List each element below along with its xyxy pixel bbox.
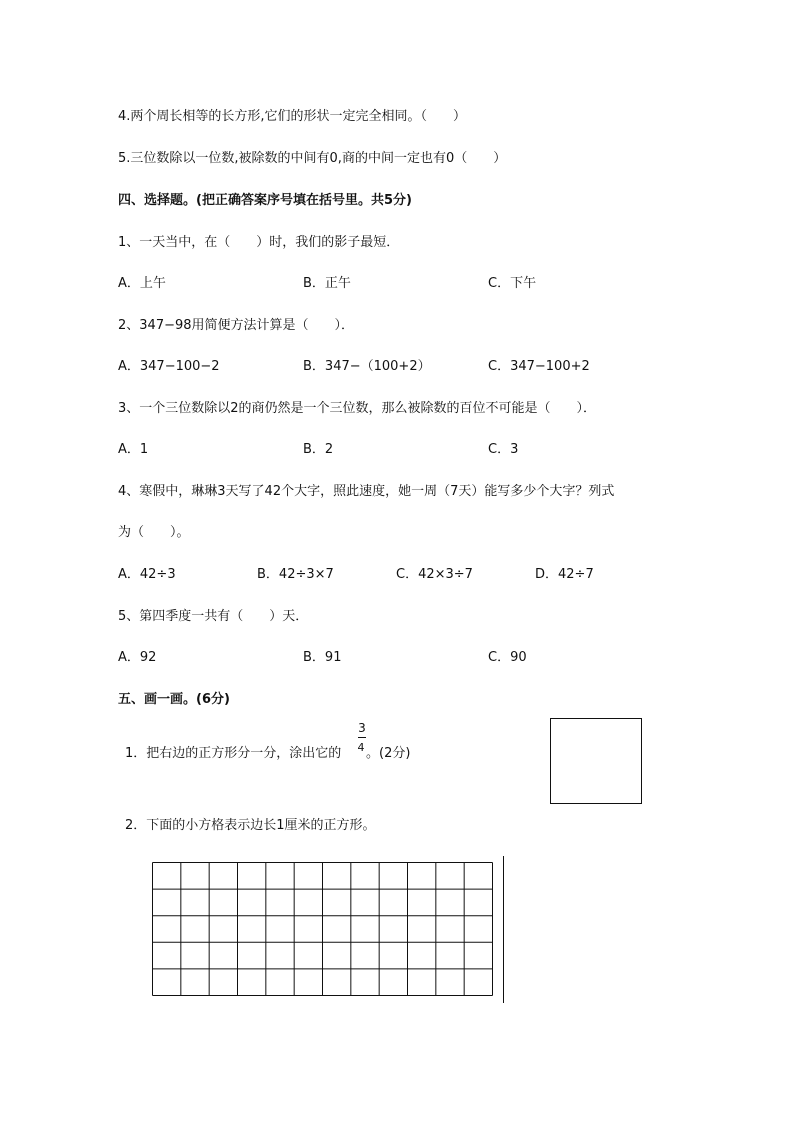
choice-question-4-cont: 为（ ）。 <box>118 525 190 540</box>
fraction-numerator: 3 <box>358 721 366 735</box>
q4-option-a: A．42÷3 <box>118 567 176 582</box>
q5-option-b: B．91 <box>303 650 342 665</box>
q4-option-d: D．42÷7 <box>535 567 594 582</box>
q2-option-c: C．347−100+2 <box>488 359 590 374</box>
draw-question-1-suffix: 。(2分) <box>366 746 411 761</box>
q2-option-a: A．347−100−2 <box>118 359 220 374</box>
q2-option-b: B．347−（100+2） <box>303 359 431 374</box>
choice-question-4: 4、寒假中，琳琳3天写了42个大字，照此速度，她一周（7天）能写多少个大字？列式 <box>118 484 615 499</box>
q1-option-c: C．下午 <box>488 276 537 291</box>
choice-question-5: 5、第四季度一共有（ ）天． <box>118 609 309 624</box>
fraction-bar <box>358 737 366 738</box>
judge-question-5: 5.三位数除以一位数,被除数的中间有0,商的中间一定也有0（ ） <box>118 151 507 166</box>
choice-question-2: 2、347−98用简便方法计算是（ ）． <box>118 318 355 333</box>
draw-question-1-prefix: 1．把右边的正方形分一分，涂出它的 <box>125 746 342 761</box>
q3-option-b: B．2 <box>303 442 334 457</box>
q3-option-c: C．3 <box>488 442 519 457</box>
q1-option-a: A．上午 <box>118 276 166 291</box>
q4-option-b: B．42÷3×7 <box>257 567 334 582</box>
choice-question-3: 3、一个三位数除以2的商仍然是一个三位数，那么被除数的百位不可能是（ ）． <box>118 401 597 416</box>
q5-option-c: C．90 <box>488 650 527 665</box>
choice-question-1: 1、一天当中，在（ ）时，我们的影子最短． <box>118 235 400 250</box>
square-to-divide[interactable] <box>550 718 642 804</box>
section-5-heading: 五、画一画。(6分) <box>118 692 230 707</box>
centimeter-grid[interactable] <box>152 862 494 998</box>
q1-option-b: B．正午 <box>303 276 351 291</box>
judge-question-4: 4.两个周长相等的长方形,它们的形状一定完全相同。（ ） <box>118 109 467 124</box>
q5-option-a: A．92 <box>118 650 157 665</box>
section-4-heading: 四、选择题。(把正确答案序号填在括号里。共5分) <box>118 193 412 208</box>
draw-question-2: 2．下面的小方格表示边长1厘米的正方形。 <box>125 818 376 833</box>
q4-option-c: C．42×3÷7 <box>396 567 473 582</box>
vertical-divider-line <box>503 856 504 1003</box>
q3-option-a: A．1 <box>118 442 149 457</box>
fraction-denominator: 4 <box>357 741 365 754</box>
